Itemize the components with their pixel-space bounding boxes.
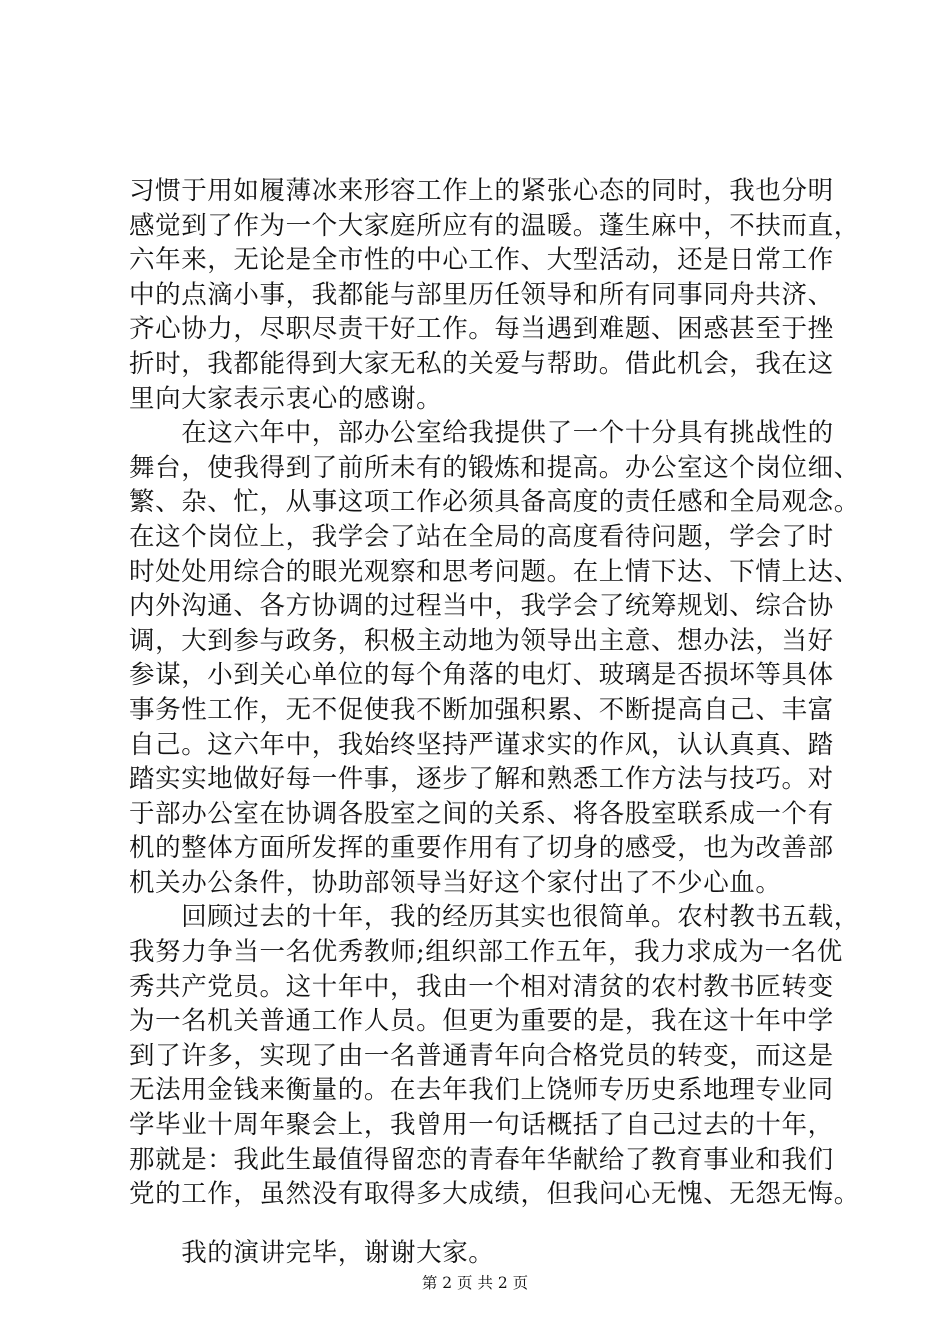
closing-line: 我的演讲完毕，谢谢大家。 (129, 1237, 495, 1268)
text-line: 党的工作，虽然没有取得多大成绩，但我问心无愧、无怨无悔。 (129, 1179, 860, 1210)
text-line: 在这六年中，部办公室给我提供了一个十分具有挑战性的 (129, 418, 834, 449)
paragraph-1 (129, 174, 860, 416)
page-number-footer: 第 2 页 共 2 页 (421, 1274, 529, 1292)
text-line: 参谋，小到关心单位的每个角落的电灯、玻璃是否损坏等具体 (129, 660, 834, 691)
text-line: 中的点滴小事，我都能与部里历任领导和所有同事同舟共济、 (129, 279, 834, 310)
text-line: 感觉到了作为一个大家庭所应有的温暖。蓬生麻中，不扶而直， (129, 210, 860, 241)
text-line: 六年来，无论是全市性的中心工作、大型活动，还是日常工作 (129, 245, 834, 276)
paragraph-2 (129, 416, 860, 900)
paragraph-3 (129, 900, 860, 1211)
text-line: 繁、杂、忙，从事这项工作必须具备高度的责任感和全局观念。 (129, 487, 860, 518)
text-line: 机关办公条件，协助部领导当好这个家付出了不少心血。 (129, 867, 782, 898)
text-line: 在这个岗位上，我学会了站在全局的高度看待问题，学会了时 (129, 521, 834, 552)
text-line: 调，大到参与政务，积极主动地为领导出主意、想办法，当好 (129, 625, 834, 656)
text-line: 内外沟通、各方协调的过程当中，我学会了统筹规划、综合协 (129, 591, 834, 622)
text-line: 机的整体方面所发挥的重要作用有了切身的感受，也为改善部 (129, 833, 834, 864)
text-line: 那就是：我此生最值得留恋的青春年华献给了教育事业和我们 (129, 1144, 834, 1175)
text-line: 舞台，使我得到了前所未有的锻炼和提高。办公室这个岗位细、 (129, 452, 860, 483)
text-line: 时处处用综合的眼光观察和思考问题。在上情下达、下情上达、 (129, 556, 860, 587)
text-line: 学毕业十周年聚会上，我曾用一句话概括了自己过去的十年， (129, 1110, 834, 1141)
text-line: 事务性工作，无不促使我不断加强积累、不断提高自己、丰富 (129, 694, 834, 725)
text-line: 回顾过去的十年，我的经历其实也很简单。农村教书五载， (129, 902, 860, 933)
document-body (129, 174, 860, 1270)
closing-paragraph (129, 1236, 829, 1271)
text-line: 折时，我都能得到大家无私的关爱与帮助。借此机会，我在这 (129, 348, 834, 379)
text-line: 为一名机关普通工作人员。但更为重要的是，我在这十年中学 (129, 1006, 834, 1037)
text-line: 秀共产党员。这十年中，我由一个相对清贫的农村教书匠转变 (129, 971, 834, 1002)
text-line: 习惯于用如履薄冰来形容工作上的紧张心态的同时，我也分明 (129, 176, 834, 206)
text-line: 自己。这六年中，我始终坚持严谨求实的作风，认认真真、踏 (129, 729, 834, 760)
text-line: 踏实实地做好每一件事，逐步了解和熟悉工作方法与技巧。对 (129, 764, 834, 795)
text-line: 里向大家表示衷心的感谢。 (129, 383, 443, 414)
text-line: 我努力争当一名优秀教师;组织部工作五年，我力求成为一名优 (129, 937, 843, 968)
text-line: 无法用金钱来衡量的。在去年我们上饶师专历史系地理专业同 (129, 1075, 834, 1106)
text-line: 于部办公室在协调各股室之间的关系、将各股室联系成一个有 (129, 798, 834, 829)
text-line: 到了许多，实现了由一名普通青年向合格党员的转变，而这是 (129, 1040, 834, 1071)
text-line: 齐心协力，尽职尽责干好工作。每当遇到难题、困惑甚至于挫 (129, 314, 834, 345)
